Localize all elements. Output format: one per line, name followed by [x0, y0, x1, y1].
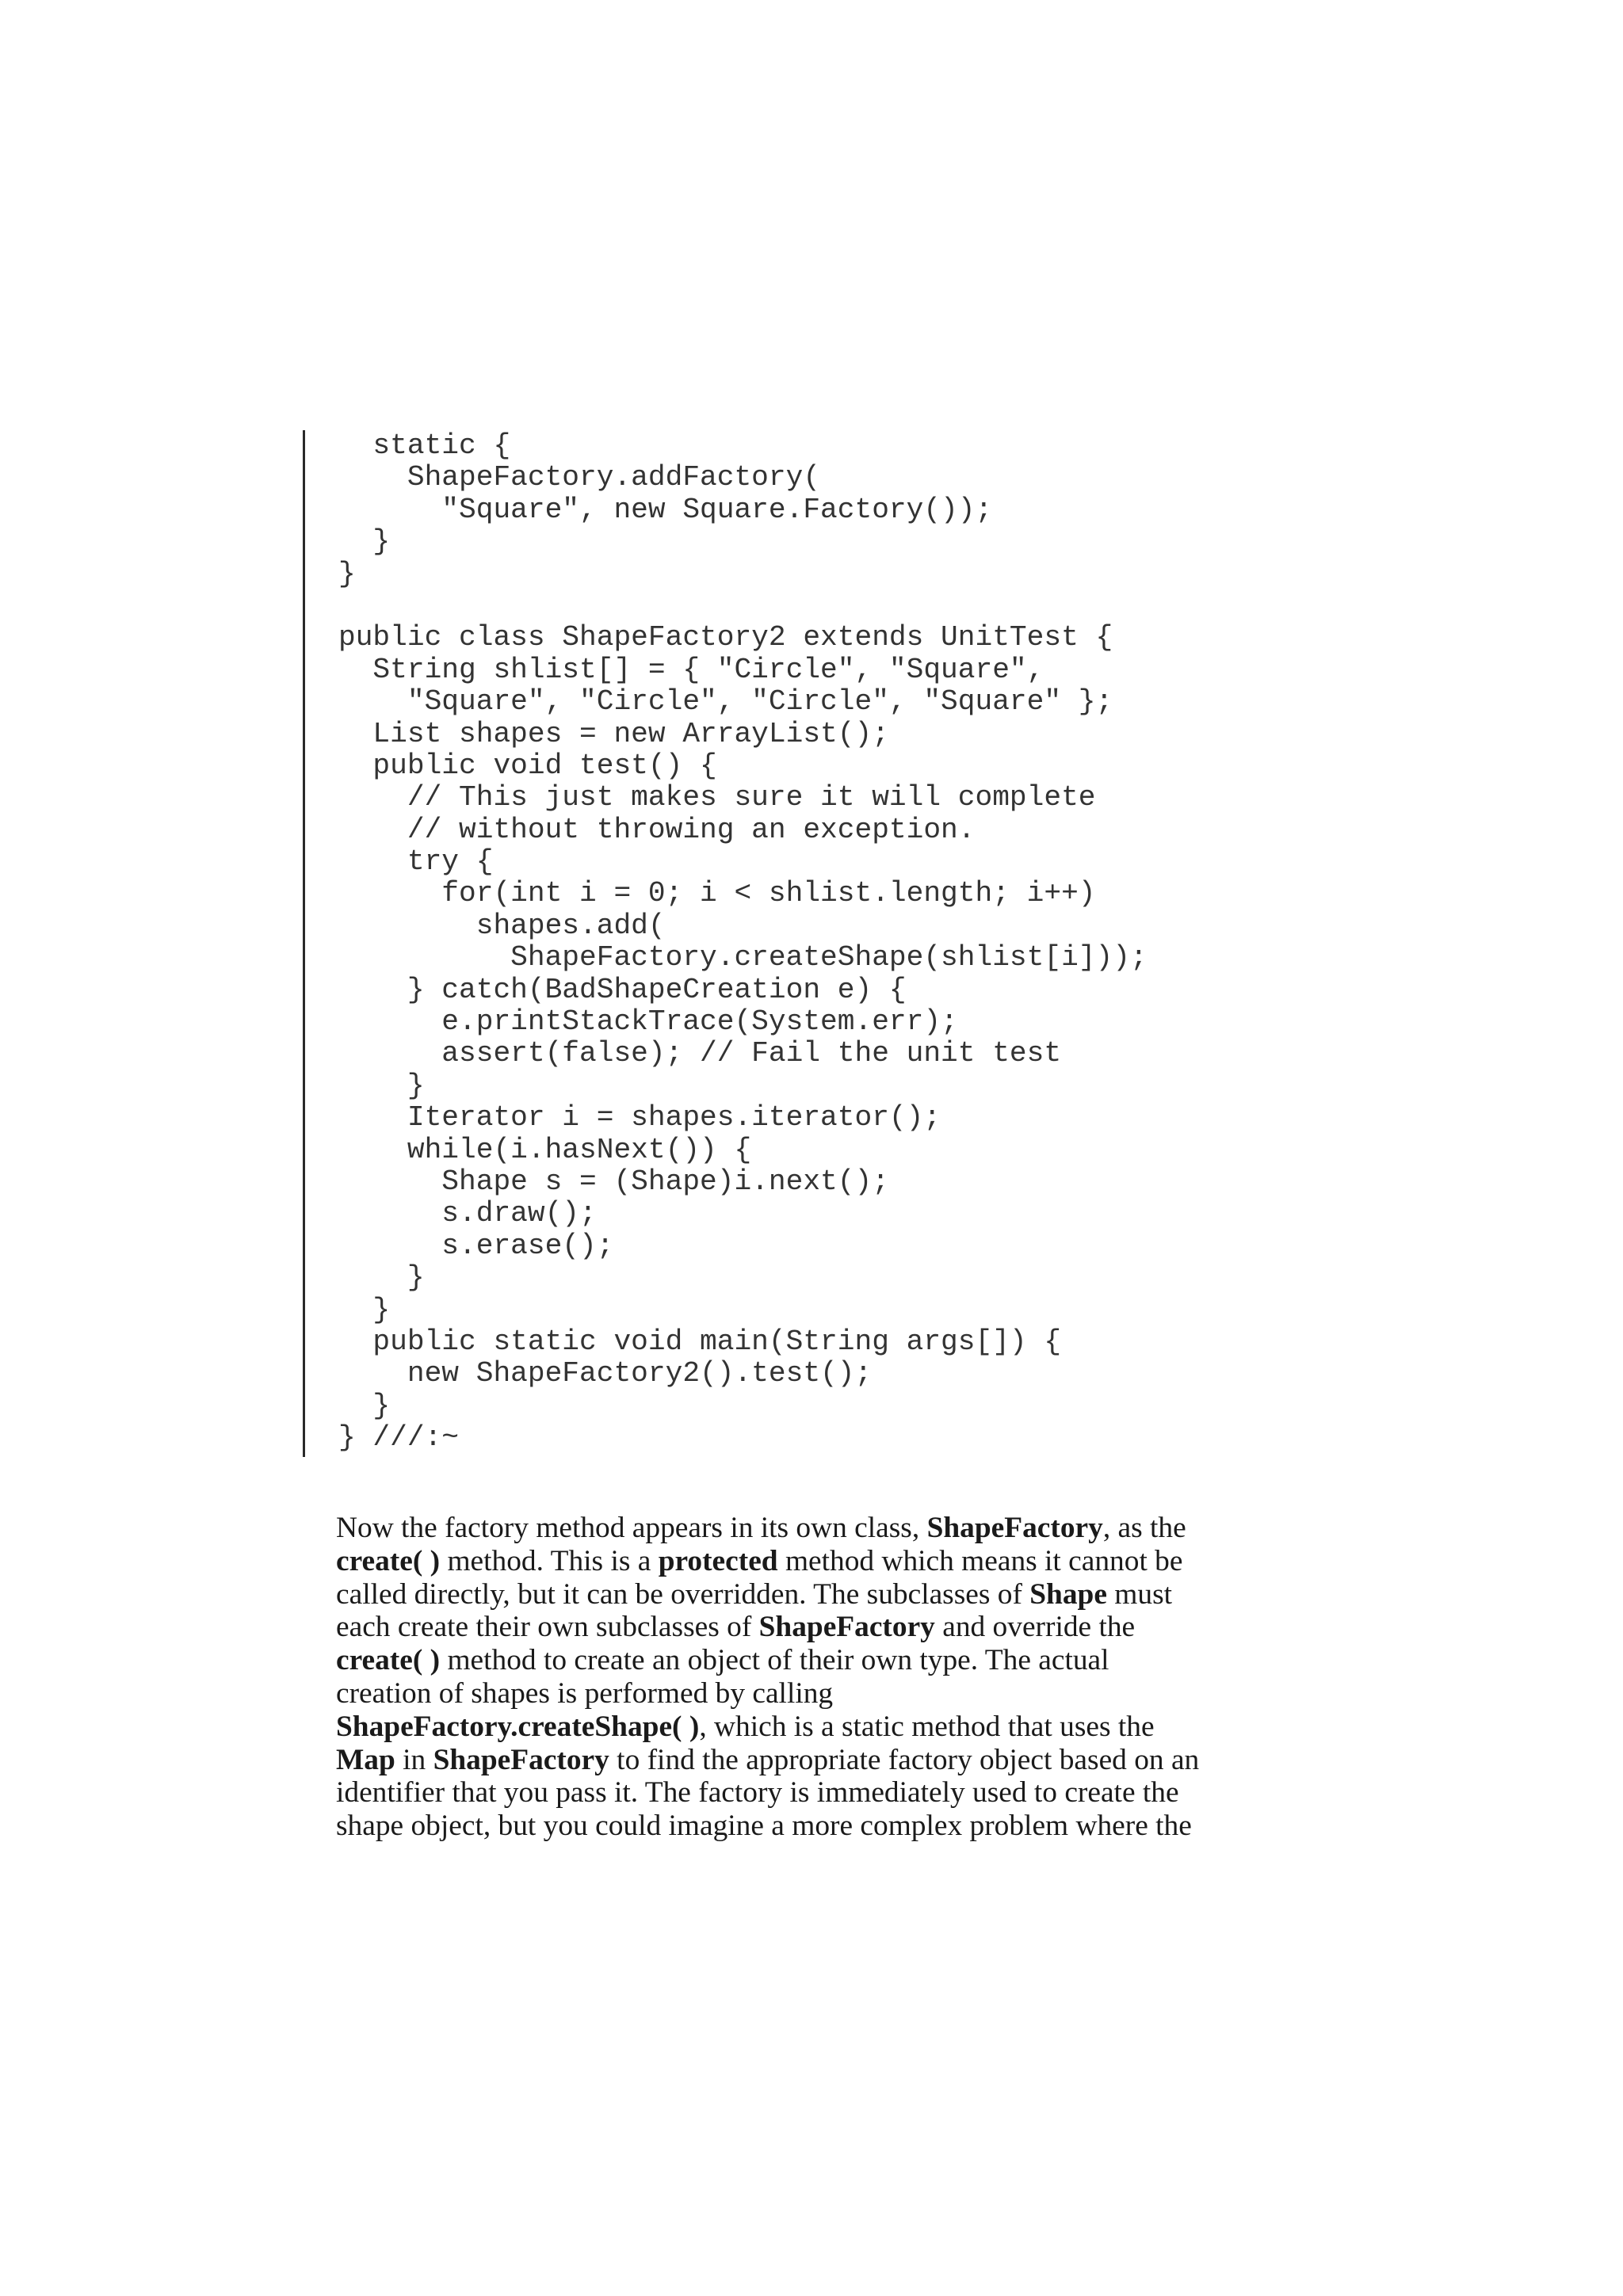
- paragraph-line: [336, 1611, 1319, 1644]
- code-line: s.draw();: [338, 1197, 597, 1230]
- text-run: called directly, but it can be overridden. The subclasses of: [336, 1577, 1030, 1611]
- text-run: Now the factory method appears in its own class,: [336, 1512, 927, 1544]
- text-run: , as the: [1102, 1512, 1186, 1544]
- paragraph-line: [336, 1744, 1319, 1777]
- body-paragraph: [336, 1512, 1319, 1843]
- bold-term: ShapeFactory.createShape( ): [336, 1710, 700, 1743]
- code-line: }: [338, 1389, 391, 1422]
- code-line: try {: [338, 845, 494, 879]
- code-line: "Square", new Square.Factory());: [338, 493, 993, 526]
- paragraph-line: [336, 1711, 1319, 1744]
- code-line: e.printStackTrace(System.err);: [338, 1005, 958, 1039]
- bold-term: create( ): [336, 1544, 441, 1577]
- code-line: }: [338, 1069, 425, 1102]
- code-line: }: [338, 1261, 425, 1295]
- text-run: shape object, but you could imagine a more complex problem where the: [336, 1810, 1192, 1843]
- code-line: new ShapeFactory2().test();: [338, 1357, 873, 1390]
- text-run: and override the: [934, 1611, 1136, 1644]
- code-line: public class ShapeFactory2 extends UnitTest {: [338, 621, 1113, 654]
- code-line: } catch(BadShapeCreation e) {: [338, 973, 907, 1006]
- code-line: ShapeFactory.addFactory(: [338, 461, 821, 494]
- code-line: "Square", "Circle", "Circle", "Square" };: [338, 685, 1113, 719]
- bold-term: Shape: [1029, 1577, 1107, 1611]
- code-line: } ///:~: [338, 1421, 460, 1455]
- code-line: Iterator i = shapes.iterator();: [338, 1101, 941, 1135]
- code-line: shapes.add(: [338, 909, 666, 942]
- code-line: static {: [338, 429, 511, 462]
- bold-term: ShapeFactory: [758, 1611, 935, 1644]
- text-run: in: [395, 1743, 433, 1776]
- bold-term: create( ): [336, 1644, 441, 1677]
- code-line: while(i.hasNext()) {: [338, 1133, 752, 1166]
- code-line: public void test() {: [338, 749, 717, 782]
- code-line: String shlist[] = { "Circle", "Square",: [338, 653, 1044, 686]
- paragraph-line: [336, 1512, 1319, 1545]
- paragraph-line: [336, 1776, 1319, 1810]
- bold-term: Map: [336, 1743, 395, 1776]
- bold-term: protected: [658, 1544, 778, 1577]
- text-run: method which means it cannot be: [777, 1544, 1183, 1577]
- code-line: assert(false); // Fail the unit test: [338, 1037, 1062, 1070]
- paragraph-line: [336, 1578, 1319, 1611]
- paragraph-line: [336, 1677, 1319, 1711]
- code-line: List shapes = new ArrayList();: [338, 717, 889, 750]
- text-run: creation of shapes is performed by calling: [336, 1676, 834, 1710]
- text-run: identifier that you pass it. The factory is immediately used to create the: [336, 1776, 1179, 1810]
- code-line: }: [338, 557, 356, 590]
- code-line: }: [338, 525, 391, 559]
- paragraph-line: [336, 1644, 1319, 1677]
- code-line: // without throwing an exception.: [338, 813, 976, 846]
- text-run: to find the appropriate factory object based on an: [609, 1743, 1200, 1776]
- text-run: must: [1106, 1577, 1173, 1611]
- bold-term: ShapeFactory: [433, 1743, 609, 1776]
- text-run: each create their own subclasses of: [336, 1611, 759, 1644]
- code-line: [338, 590, 1148, 622]
- code-line: s.erase();: [338, 1229, 614, 1262]
- code-lines: [338, 430, 1148, 1455]
- paragraph-line: [336, 1545, 1319, 1578]
- paragraph-line: [336, 1810, 1319, 1843]
- bold-term: ShapeFactory: [926, 1512, 1103, 1544]
- text-run: , which is a static method that uses the: [699, 1710, 1155, 1743]
- code-line: for(int i = 0; i < shlist.length; i++): [338, 877, 1096, 910]
- text-run: method to create an object of their own type. The actual: [440, 1644, 1109, 1677]
- code-line: public static void main(String args[]) {: [338, 1325, 1062, 1358]
- text-run: method. This is a: [440, 1544, 659, 1577]
- code-line: // This just makes sure it will complete: [338, 781, 1096, 814]
- code-line: Shape s = (Shape)i.next();: [338, 1165, 889, 1198]
- code-listing: [303, 430, 1256, 1457]
- code-line: }: [338, 1293, 391, 1326]
- code-line: ShapeFactory.createShape(shlist[i]));: [338, 941, 1148, 974]
